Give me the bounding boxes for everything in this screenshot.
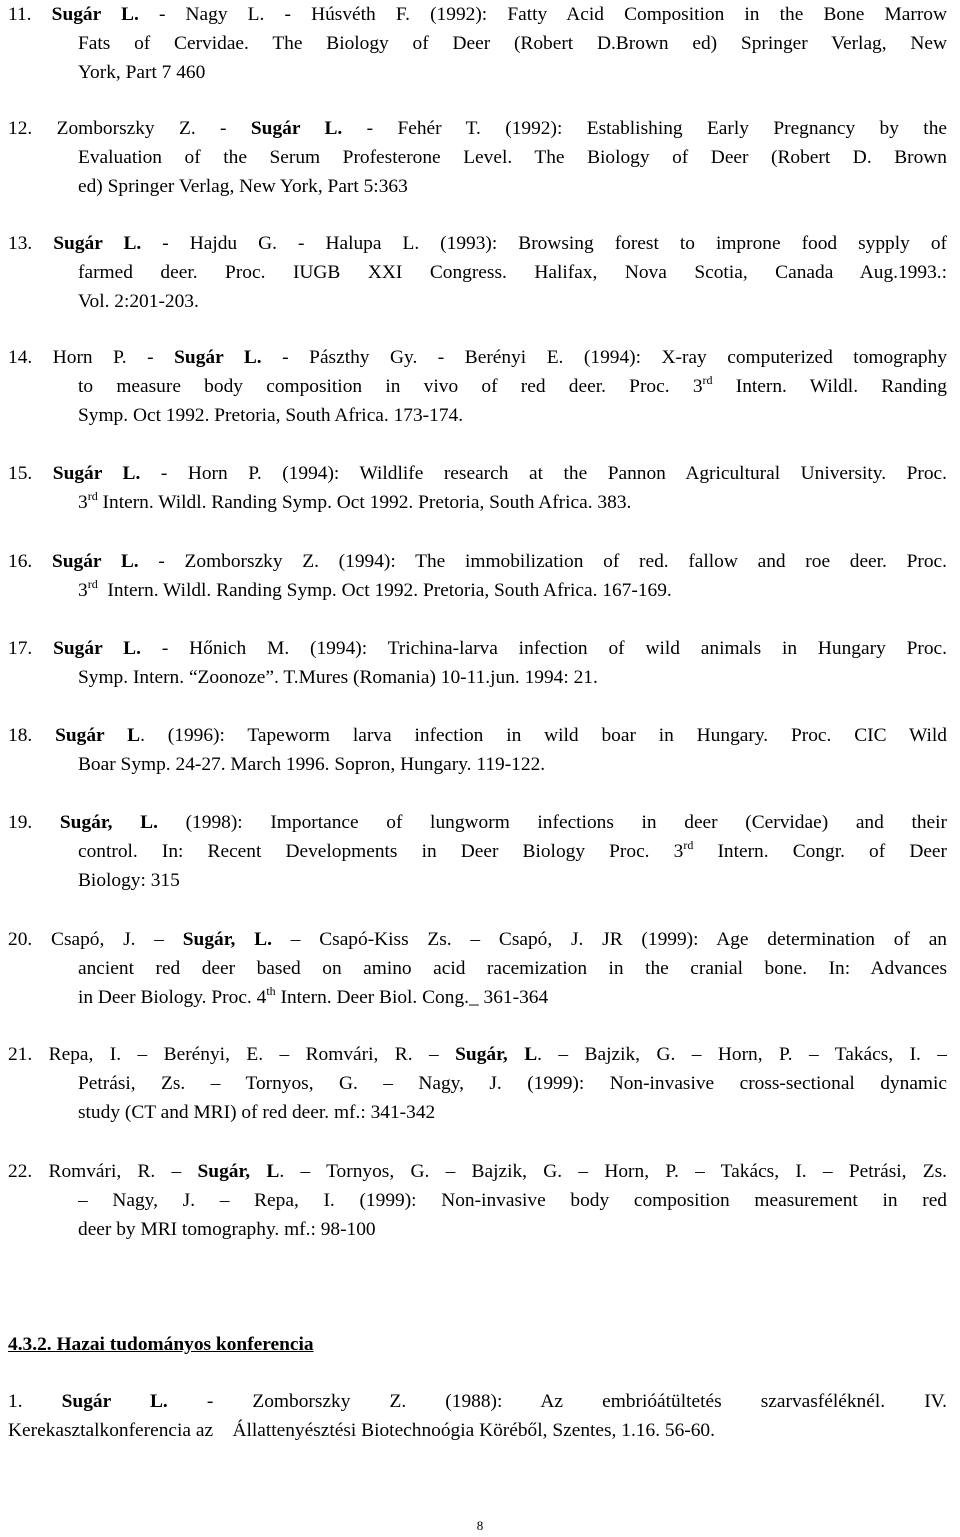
reference-line — [8, 547, 947, 576]
reference-text: - Zomborszky Z. (1988): Az embrióátültetés szarvasféléknél. IV. — [167, 1391, 947, 1412]
reference-text: Vol. 2:201-203. — [78, 291, 199, 312]
reference-line — [8, 721, 947, 750]
reference-text: York, Part 7 460 — [78, 62, 206, 83]
reference-text: 21. Repa, I. – Berényi, E. – Romvári, R. – — [8, 1044, 456, 1065]
section-heading: 4.3.2. Hazai tudományos konferencia — [8, 1334, 314, 1355]
reference-text: 1. — [8, 1391, 62, 1412]
reference-text: 19. — [8, 812, 60, 833]
reference-line — [78, 866, 180, 895]
reference-text: - Hajdu G. - Halupa L. (1993): Browsing forest to improne food sypply of — [141, 233, 947, 254]
author-name-bold: Sugár L. — [53, 638, 141, 659]
reference-text: . – Bajzik, G. – Horn, P. – Takács, I. – — [537, 1044, 947, 1065]
reference-line — [78, 1069, 947, 1098]
reference-text: Evaluation of the Serum Profesterone Level. The Biology of Deer (Robert D. Brown — [78, 147, 947, 168]
reference-text: Biology: 315 — [78, 870, 180, 891]
reference-text: 15. — [8, 463, 53, 484]
reference-line — [78, 372, 947, 401]
superscript: rd — [683, 838, 694, 852]
author-name-bold: Sugár L. — [174, 347, 262, 368]
reference-line — [78, 143, 947, 172]
superscript: rd — [702, 373, 713, 387]
reference-text: (1998): Importance of lungworm infections in deer (Cervidae) and their — [157, 812, 947, 833]
reference-line — [8, 229, 947, 258]
reference-line — [78, 1215, 376, 1244]
author-name-bold: Sugár L. — [61, 1391, 168, 1412]
reference-text: 11. — [8, 4, 52, 25]
reference-line — [78, 258, 947, 287]
author-name-bold: Sugár L — [55, 725, 141, 746]
reference-line — [78, 488, 631, 517]
reference-text: 20. Csapó, J. – — [8, 929, 183, 950]
reference-line — [78, 954, 947, 983]
reference-line — [78, 1186, 947, 1215]
author-name-bold: Sugár L. — [51, 4, 139, 25]
reference-line — [78, 837, 947, 866]
reference-text: - Hőnich M. (1994): Trichina-larva infection of wild animals in Hungary Proc. — [140, 638, 947, 659]
author-name-bold: Sugár, L. — [59, 812, 158, 833]
author-name-bold: Sugár L. — [51, 551, 139, 572]
reference-text: 12. Zomborszky Z. - — [8, 118, 251, 139]
author-name-bold: Sugár L. — [52, 463, 141, 484]
reference-line — [78, 983, 548, 1012]
reference-line — [8, 808, 947, 837]
reference-text: to measure body composition in vivo of red deer. Proc. 3 — [78, 376, 703, 397]
reference-line — [8, 1416, 715, 1445]
reference-text: 13. — [8, 233, 54, 254]
reference-text: 14. Horn P. - — [8, 347, 175, 368]
reference-line — [78, 172, 408, 201]
reference-line — [78, 576, 672, 605]
reference-line — [78, 29, 947, 58]
reference-line — [78, 750, 545, 779]
reference-line — [8, 459, 947, 488]
author-name-bold: Sugár L. — [250, 118, 343, 139]
superscript: rd — [87, 577, 98, 591]
reference-text: - Horn P. (1994): Wildlife research at the Pannon Agricultural University. Proc. — [140, 463, 947, 484]
reference-text: 18. — [8, 725, 56, 746]
reference-text: . – Tornyos, G. – Bajzik, G. – Horn, P. – Takács, I. – Petrási, Zs. — [279, 1161, 947, 1182]
reference-text: 3 — [78, 492, 88, 513]
reference-line — [8, 343, 947, 372]
reference-line — [8, 1040, 947, 1069]
reference-text: - Pászthy Gy. - Berényi E. (1994): X-ray computerized tomography — [261, 347, 947, 368]
reference-text: 16. — [8, 551, 52, 572]
superscript: rd — [87, 489, 98, 503]
author-name-bold: Sugár, L — [197, 1161, 280, 1182]
reference-text: – Csapó-Kiss Zs. – Csapó, J. JR (1999): Age determination of an — [271, 929, 947, 950]
reference-line — [78, 287, 199, 316]
reference-line — [78, 401, 463, 430]
reference-text: Symp. Oct 1992. Pretoria, South Africa. 173-174. — [78, 405, 464, 426]
reference-text: ancient red deer based on amino acid racemization in the cranial bone. In: Advances — [78, 958, 947, 979]
reference-text: . (1996): Tapeworm larva infection in wild boar in Hungary. Proc. CIC Wild — [140, 725, 947, 746]
reference-text: 22. Romvári, R. – — [8, 1161, 198, 1182]
reference-text: farmed deer. Proc. IUGB XXI Congress. Halifax, Nova Scotia, Canada Aug.1993.: — [78, 262, 947, 283]
reference-text: Intern. Wildl. Randing — [712, 376, 947, 397]
reference-line — [8, 1157, 947, 1186]
reference-text: deer by MRI tomography. mf.: 98-100 — [78, 1219, 376, 1240]
reference-line — [8, 0, 947, 29]
reference-line — [78, 663, 598, 692]
reference-text: Kerekasztalkonferencia az Állattenyésztési Biotechnoógia Köréből, Szentes, 1.16. 56-60. — [8, 1420, 715, 1441]
reference-line — [8, 925, 947, 954]
reference-text: 3 — [78, 580, 88, 601]
page-number: 8 — [476, 1518, 484, 1533]
reference-text: in Deer Biology. Proc. 4 — [78, 987, 267, 1008]
author-name-bold: Sugár, L — [455, 1044, 538, 1065]
reference-text: Boar Symp. 24-27. March 1996. Sopron, Hungary. 119-122. — [78, 754, 546, 775]
superscript: th — [266, 984, 276, 998]
reference-line — [8, 1387, 947, 1416]
author-name-bold: Sugár L. — [53, 233, 142, 254]
reference-text: - Nagy L. - Húsvéth F. (1992): Fatty Acid Composition in the Bone Marrow — [138, 4, 947, 25]
reference-text: control. In: Recent Developments in Deer Biology Proc. 3 — [78, 841, 684, 862]
reference-text: ed) Springer Verlag, New York, Part 5:363 — [78, 176, 408, 197]
reference-text: Intern. Wildl. Randing Symp. Oct 1992. Pretoria, South Africa. 383. — [97, 492, 632, 513]
reference-text: Intern. Wildl. Randing Symp. Oct 1992. Pretoria, South Africa. 167-169. — [97, 580, 672, 601]
reference-text: - Zomborszky Z. (1994): The immobilization of red. fallow and roe deer. Proc. — [138, 551, 947, 572]
reference-text: Fats of Cervidae. The Biology of Deer (Robert D.Brown ed) Springer Verlag, New — [78, 33, 947, 54]
reference-text: - Fehér T. (1992): Establishing Early Pregnancy by the — [342, 118, 947, 139]
reference-text: Intern. Congr. of Deer — [693, 841, 947, 862]
reference-line — [8, 634, 947, 663]
author-name-bold: Sugár, L. — [182, 929, 272, 950]
reference-text: Intern. Deer Biol. Cong._ 361-364 — [275, 987, 549, 1008]
reference-line — [78, 58, 205, 87]
reference-line — [78, 1098, 435, 1127]
reference-text: Petrási, Zs. – Tornyos, G. – Nagy, J. (1999): Non-invasive cross-sectional dynamic — [78, 1073, 947, 1094]
reference-text: study (CT and MRI) of red deer. mf.: 341-342 — [78, 1102, 436, 1123]
reference-text: Symp. Intern. “Zoonoze”. T.Mures (Romania) 10-11.jun. 1994: 21. — [78, 667, 598, 688]
reference-line — [8, 114, 947, 143]
reference-text: – Nagy, J. – Repa, I. (1999): Non-invasive body composition measurement in red — [78, 1190, 947, 1211]
reference-text: 17. — [8, 638, 54, 659]
